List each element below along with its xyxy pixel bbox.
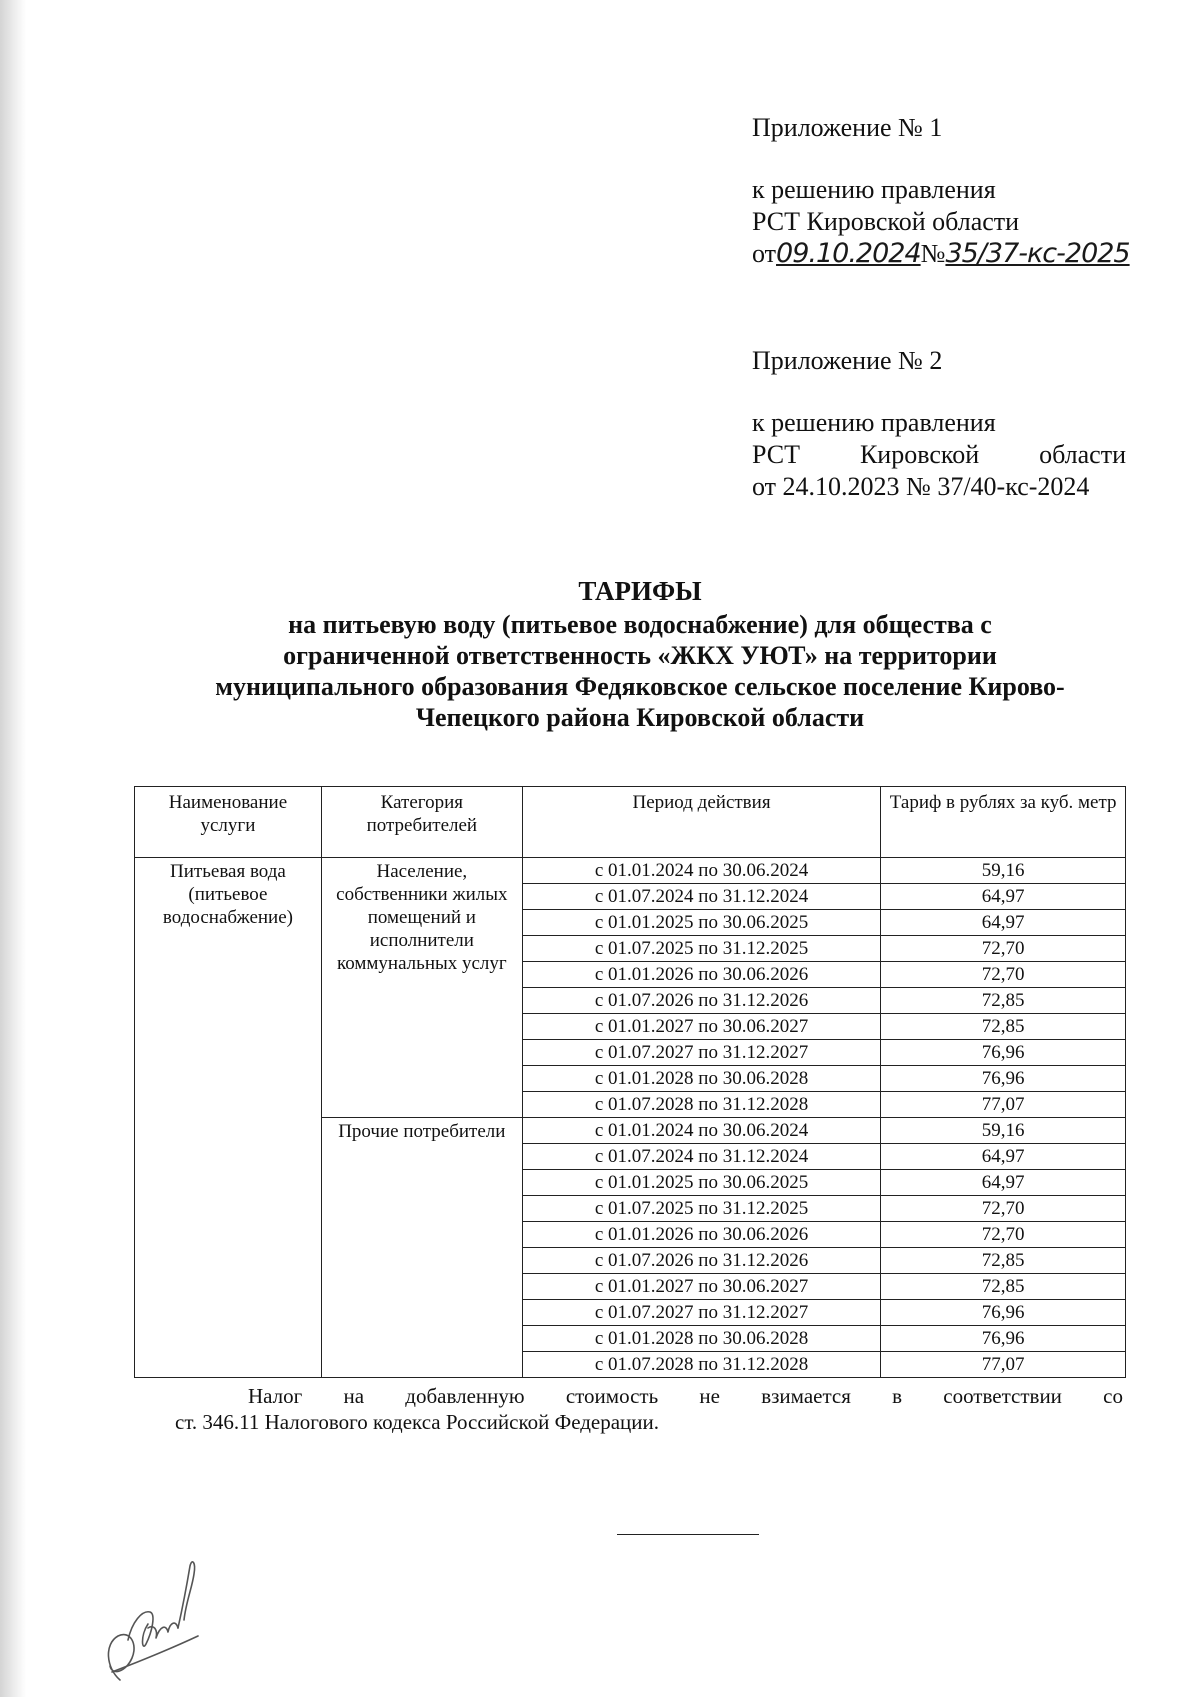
title-line: ограниченной ответственность «ЖКХ УЮТ» на территории xyxy=(283,641,997,670)
header-period: Период действия xyxy=(522,787,881,858)
tariff-cell: 72,70 xyxy=(881,1196,1126,1222)
note-word: добавленную xyxy=(405,1384,525,1408)
note-word: взимается xyxy=(761,1384,851,1408)
tariff-cell: 76,96 xyxy=(881,1300,1126,1326)
header-category: Категория потребителей xyxy=(321,787,522,858)
appendix-1-line2: РСТ Кировской области xyxy=(752,207,1020,236)
tariff-cell: 76,96 xyxy=(881,1326,1126,1352)
period-cell: с 01.01.2026 по 30.06.2026 xyxy=(522,962,881,988)
tariff-cell: 77,07 xyxy=(881,1092,1126,1118)
appendix-1-ref xyxy=(752,238,1130,270)
note-word: в xyxy=(892,1384,903,1408)
scan-edge-shadow xyxy=(0,0,26,1697)
handwritten-number: 35/37-кс-2025 xyxy=(945,238,1130,269)
note-word: стоимость xyxy=(565,1384,659,1408)
tariff-cell: 59,16 xyxy=(881,1118,1126,1144)
period-cell: с 01.07.2027 по 31.12.2027 xyxy=(522,1300,881,1326)
tariff-cell: 64,97 xyxy=(881,1144,1126,1170)
vat-note-line1 xyxy=(175,1383,1123,1409)
period-cell: с 01.01.2028 по 30.06.2028 xyxy=(522,1326,881,1352)
appendix-2-title: Приложение № 2 xyxy=(752,346,943,375)
note-word: на xyxy=(343,1384,365,1408)
handwritten-date: 09.10.2024 xyxy=(776,238,921,269)
table-row xyxy=(135,858,1126,884)
table-body xyxy=(135,858,1126,1378)
period-cell: с 01.07.2027 по 31.12.2027 xyxy=(522,1040,881,1066)
period-cell: с 01.01.2027 по 30.06.2027 xyxy=(522,1274,881,1300)
period-cell: с 01.07.2028 по 31.12.2028 xyxy=(522,1352,881,1378)
tariff-cell: 72,85 xyxy=(881,988,1126,1014)
handwritten-signature xyxy=(98,1540,208,1690)
note-word: со xyxy=(1103,1384,1123,1408)
appendix-1-title: Приложение № 1 xyxy=(752,113,943,142)
end-rule xyxy=(617,1534,759,1535)
tariff-cell: 76,96 xyxy=(881,1066,1126,1092)
header-tariff: Тариф в рублях за куб. метр xyxy=(881,787,1126,858)
title-line: на питьевую воду (питьевое водоснабжение) для общества с xyxy=(288,610,992,639)
appendix-1-line1: к решению правления xyxy=(752,175,996,204)
service-name-cell: Питьевая вода (питьевое водоснабжение) xyxy=(135,858,322,1378)
tariff-cell: 72,85 xyxy=(881,1274,1126,1300)
appendix-2-line1: к решению правления xyxy=(752,408,996,437)
appendix-2-word: области xyxy=(1039,440,1126,469)
period-cell: с 01.07.2028 по 31.12.2028 xyxy=(522,1092,881,1118)
tariff-table xyxy=(134,786,1126,1378)
vat-note xyxy=(175,1383,1123,1435)
period-cell: с 01.07.2024 по 31.12.2024 xyxy=(522,1144,881,1170)
tariff-cell: 77,07 xyxy=(881,1352,1126,1378)
category-cell: Население, собственники жилых помещений и исполнители коммунальных услуг xyxy=(321,858,522,1118)
tariff-cell: 72,85 xyxy=(881,1248,1126,1274)
period-cell: с 01.07.2025 по 31.12.2025 xyxy=(522,936,881,962)
period-cell: с 01.01.2027 по 30.06.2027 xyxy=(522,1014,881,1040)
period-cell: с 01.01.2028 по 30.06.2028 xyxy=(522,1066,881,1092)
tariff-cell: 72,70 xyxy=(881,936,1126,962)
period-cell: с 01.01.2025 по 30.06.2025 xyxy=(522,910,881,936)
vat-note-line2: ст. 346.11 Налогового кодекса Российской Федерации. xyxy=(175,1410,660,1434)
tariff-cell: 72,85 xyxy=(881,1014,1126,1040)
table-header-row xyxy=(135,787,1126,858)
appendix-2-line3: от 24.10.2023 № 37/40-кс-2024 xyxy=(752,472,1090,501)
tariff-cell: 76,96 xyxy=(881,1040,1126,1066)
period-cell: с 01.07.2025 по 31.12.2025 xyxy=(522,1196,881,1222)
tariff-cell: 72,70 xyxy=(881,1222,1126,1248)
period-cell: с 01.07.2026 по 31.12.2026 xyxy=(522,988,881,1014)
category-cell: Прочие потребители xyxy=(321,1118,522,1378)
document-title xyxy=(140,576,1140,733)
tariff-cell: 64,97 xyxy=(881,1170,1126,1196)
tariff-cell: 64,97 xyxy=(881,884,1126,910)
note-word: не xyxy=(699,1384,720,1408)
tariff-cell: 59,16 xyxy=(881,858,1126,884)
appendix-1-num-sign: № xyxy=(920,239,946,268)
period-cell: с 01.07.2024 по 31.12.2024 xyxy=(522,884,881,910)
period-cell: с 01.01.2026 по 30.06.2026 xyxy=(522,1222,881,1248)
period-cell: с 01.01.2024 по 30.06.2024 xyxy=(522,858,881,884)
header-service: Наименование услуги xyxy=(135,787,322,858)
appendix-1-from: от xyxy=(752,239,777,268)
appendix-1-block xyxy=(752,112,1130,270)
title-main: ТАРИФЫ xyxy=(578,576,702,606)
tariff-cell: 64,97 xyxy=(881,910,1126,936)
period-cell: с 01.01.2024 по 30.06.2024 xyxy=(522,1118,881,1144)
appendix-2-word: Кировской xyxy=(859,440,980,469)
appendix-2-word: РСТ xyxy=(752,440,801,469)
note-word: соответствии xyxy=(943,1384,1062,1408)
appendix-2-line2 xyxy=(752,439,1126,471)
period-cell: с 01.01.2025 по 30.06.2025 xyxy=(522,1170,881,1196)
title-line: муниципального образования Федяковское сельское поселение Кирово- xyxy=(215,672,1065,701)
appendix-2-block xyxy=(752,345,1126,503)
title-line: Чепецкого района Кировской области xyxy=(415,703,865,732)
period-cell: с 01.07.2026 по 31.12.2026 xyxy=(522,1248,881,1274)
tariff-cell: 72,70 xyxy=(881,962,1126,988)
note-word: Налог xyxy=(248,1384,303,1408)
